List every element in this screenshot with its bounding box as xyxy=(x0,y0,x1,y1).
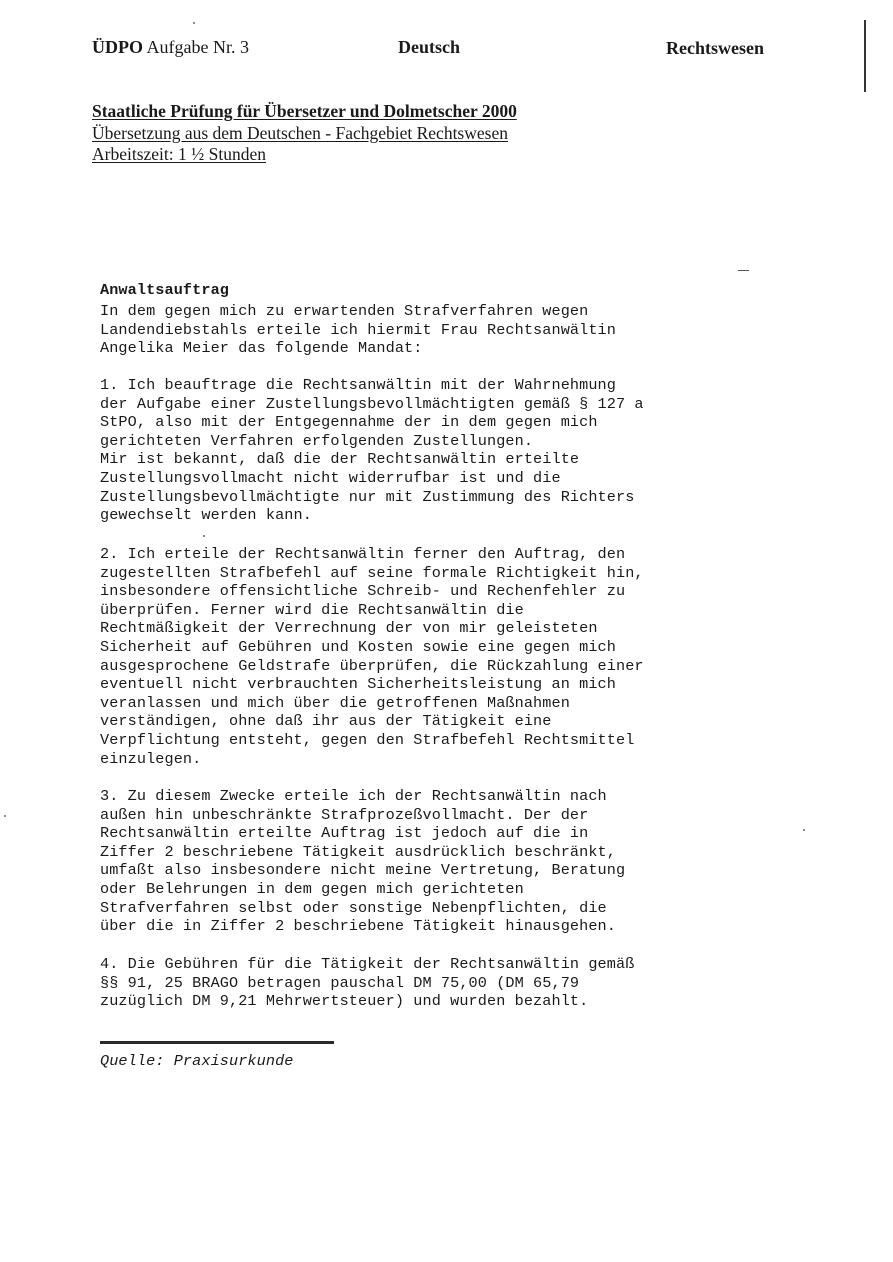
intro-paragraph: In dem gegen mich zu erwartenden Strafverfahren wegen Landendiebstahls erteile ich hiermit Frau Rechtsanwältin Angelika Meier das folgende Mandat: xyxy=(100,302,616,358)
scan-speck xyxy=(203,535,205,537)
exam-code: ÜDPO xyxy=(92,37,143,57)
working-time: Arbeitszeit: 1 ½ Stunden xyxy=(92,144,267,164)
paragraph-4: 4. Die Gebühren für die Tätigkeit der Rechtsanwältin gemäß §§ 91, 25 BRAGO betragen pauschal DM 75,00 (DM 65,79 zuzüglich DM 9,21 Mehrwertsteuer) und wurden bezahlt. xyxy=(100,955,635,1011)
footnote-rule xyxy=(100,1041,334,1044)
header-field: Rechtswesen xyxy=(666,38,764,58)
document-heading: Anwaltsauftrag xyxy=(100,281,229,299)
source-note: Quelle: Praxisurkunde xyxy=(100,1052,294,1070)
scan-speck xyxy=(4,815,6,817)
exam-subtitle: Übersetzung aus dem Deutschen - Fachgebiet Rechtswesen xyxy=(92,123,508,143)
task-number: Aufgabe Nr. 3 xyxy=(146,37,249,57)
scan-speck xyxy=(193,22,195,24)
paragraph-3: 3. Zu diesem Zwecke erteile ich der Rechtsanwältin nach außen hin unbeschränkte Strafprozeßvollmacht. Der der Rechtsanwältin erteilte Auftrag ist jedoch auf die in Ziffer 2 beschriebene Tätigkeit ausdrücklich beschränkt, umfaßt also insbesondere nicht meine Vertretung, Beratung oder Belehrungen in dem gegen mich gerichteten Strafverfahren selbst oder sonstige Nebenpflichten, die über die in Ziffer 2 beschriebene Tätigkeit hinausgehen. xyxy=(100,787,626,936)
paragraph-2: 2. Ich erteile der Rechtsanwältin ferner den Auftrag, den zugestellten Strafbefehl auf seine formale Richtigkeit hin, insbesondere offensichtliche Schreib- und Rechenfehler zu überprüfen. Ferner wird die Rechtsanwältin die Rechtmäßigkeit der Verrechnung der von mir geleisteten Sicherheit auf Gebühren und Kosten sowie eine gegen mich ausgesprochene Geldstrafe überprüfen, die Rückzahlung einer eventuell nicht verbrauchten Sicherheitsleistung an mich veranlassen und mich über die getroffenen Maßnahmen verständigen, ohne daß ihr aus der Tätigkeit eine Verpflichtung entsteht, gegen den Strafbefehl Rechtsmittel einzulegen. xyxy=(100,545,644,768)
exam-header xyxy=(92,37,249,58)
paragraph-1: 1. Ich beauftrage die Rechtsanwältin mit der Wahrnehmung der Aufgabe einer Zustellungsbevollmächtigten gemäß § 127 a StPO, also mit der Entgegennahme der in dem gegen mich gerichteten Verfahren erfolgenden Zustellungen. Mir ist bekannt, daß die der Rechtsanwältin erteilte Zustellungsvollmacht nicht widerrufbar ist und die Zustellungsbevollmächtigte nur mit Zustimmung des Richters gewechselt werden kann. xyxy=(100,376,644,525)
scan-dash-mark xyxy=(738,270,749,271)
header-language: Deutsch xyxy=(398,37,460,57)
exam-title: Staatliche Prüfung für Übersetzer und Dolmetscher 2000 xyxy=(92,101,517,121)
scan-edge-mark xyxy=(864,20,866,92)
scan-speck xyxy=(803,829,805,831)
